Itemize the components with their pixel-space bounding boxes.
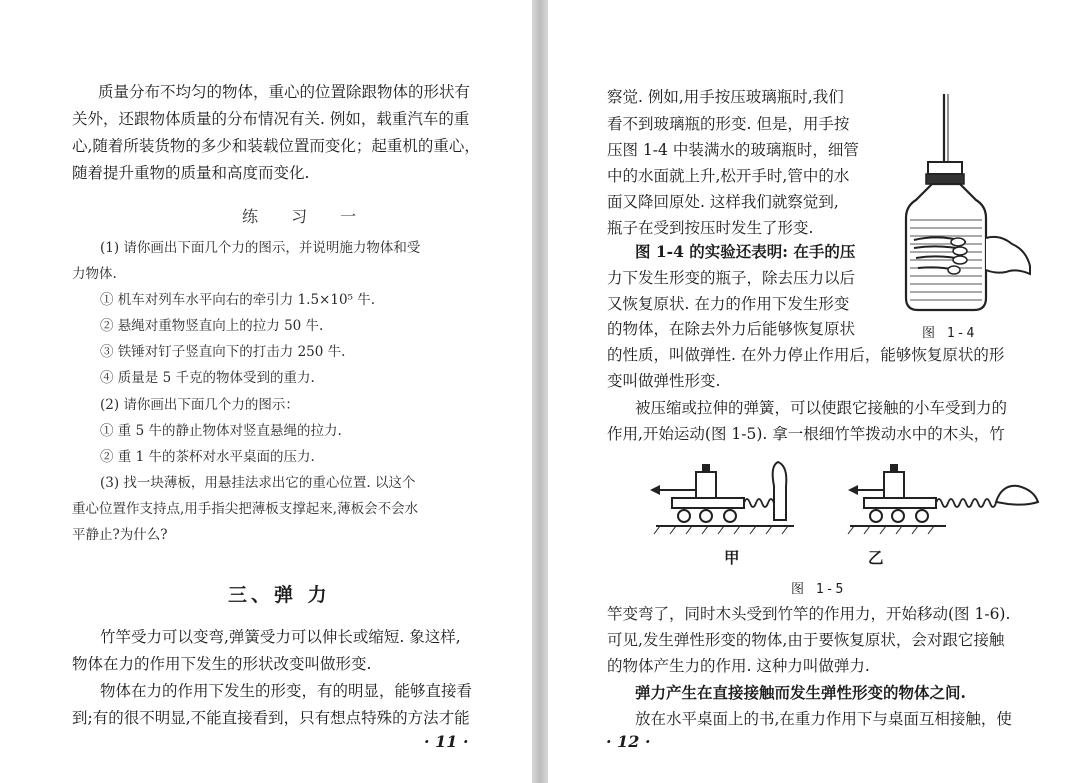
text-line: 作用,开始运动(图 1-5). 拿一根细竹竿拨动水中的木头，竹 [607, 425, 1005, 443]
page-number: · 12 · [606, 732, 651, 751]
text-line: 随着提升重物的质量和高度而变化. [72, 164, 310, 182]
figure-1-4-bottle-illustration [896, 88, 1036, 320]
text-line: 中的水面就上升,松开手时,管中的水 [607, 167, 850, 185]
section-title: 三、弹 力 [228, 584, 331, 606]
exercise-question: 力物体. [72, 266, 117, 282]
exercise-item: ③ 铁锤对钉子竖直向下的打击力 250 牛. [100, 344, 346, 360]
text-line: 力下发生形变的瓶子，除去压力以后 [607, 269, 856, 287]
text-line: 质量分布不均匀的物体，重心的位置除跟物体的形状有 [98, 83, 471, 101]
text-line: 的性质，叫做弹性. 在外力停止作用后，能够恢复原状的形 [607, 346, 1005, 364]
text-line: 又恢复原状. 在力的作用下发生形变 [607, 295, 850, 313]
text-line: 竹竿受力可以变弯,弹簧受力可以伸长或缩短. 象这样, [100, 628, 461, 646]
text-line: 竿变弯了，同时木头受到竹竿的作用力，开始移动(图 1-6). [607, 605, 1011, 623]
exercise-item: ① 机车对列车水平向右的牵引力 1.5×10⁵ 牛. [100, 292, 376, 308]
text-line: 放在水平桌面上的书,在重力作用下与桌面互相接触，使 [635, 710, 1012, 728]
text-line: 察觉. 例如,用手按压玻璃瓶时,我们 [607, 88, 844, 106]
exercise-question: 重心位置作支持点,用手指尖把薄板支撑起来,薄板会不会水 [72, 501, 419, 517]
text-line: 弹力产生在直接接触而发生弹性形变的物体之间. [635, 683, 966, 702]
text-line: 压图 1-4 中装满水的玻璃瓶时，细管 [607, 141, 859, 159]
left-page [0, 0, 532, 783]
right-page [548, 0, 1080, 783]
figure-caption: 图 1-4 [922, 326, 977, 341]
text-line: 的物体，在除去外力后能够恢复原状 [607, 320, 856, 338]
text-line: 心,随着所装货物的多少和装载位置而变化；起重机的重心， [72, 137, 480, 155]
figure-1-5-spring-cart-illustration [646, 456, 1046, 546]
text-line: 瓶子在受到按压时发生了形变. [607, 219, 814, 237]
exercise-question: 平静止?为什么? [72, 527, 168, 543]
exercise-question: (2) 请你画出下面几个力的图示： [100, 397, 299, 413]
figure-sublabel-b: 乙 [868, 548, 884, 567]
text-line: 被压缩或拉伸的弹簧，可以使跟它接触的小车受到力的 [635, 399, 1008, 417]
book-gutter [532, 0, 548, 783]
text-line: 到;有的很不明显,不能直接看到，只有想点特殊的方法才能 [72, 709, 470, 727]
exercise-item: ② 重 1 牛的茶杯对水平桌面的压力. [100, 449, 315, 465]
text-line: 图 1-4 的实验还表明: 在手的压 [635, 242, 856, 261]
text-line: 的物体产生力的作用. 这种力叫做弹力. [607, 657, 870, 675]
exercise-item: ② 悬绳对重物竖直向上的拉力 50 牛. [100, 318, 324, 334]
text-line: 看不到玻璃瓶的形变. 但是，用手按 [607, 115, 850, 133]
exercise-item: ④ 质量是 5 千克的物体受到的重力. [100, 370, 315, 386]
figure-caption: 图 1-5 [791, 582, 846, 597]
exercise-title: 练 习 一 [242, 207, 371, 226]
text-line: 物体在力的作用下发生的形变，有的明显，能够直接看 [100, 682, 473, 700]
text-line: 物体在力的作用下发生的形状改变叫做形变. [72, 655, 372, 673]
figure-sublabel-a: 甲 [724, 548, 740, 567]
exercise-question: (1) 请你画出下面几个力的图示，并说明施力物体和受 [100, 240, 421, 256]
text-line: 变叫做弹性形变. [607, 372, 721, 390]
text-line: 面又降回原处. 这样我们就察觉到, [607, 193, 839, 211]
text-line: 可见,发生弹性形变的物体,由于要恢复原状，会对跟它接触 [607, 631, 1005, 649]
exercise-item: ① 重 5 牛的静止物体对竖直悬绳的拉力. [100, 423, 342, 439]
page-number: · 11 · [424, 732, 469, 751]
text-line: 关外，还跟物体质量的分布情况有关. 例如，载重汽车的重 [72, 110, 470, 128]
exercise-question: (3) 找一块薄板，用悬挂法求出它的重心位置. 以这个 [100, 475, 416, 491]
